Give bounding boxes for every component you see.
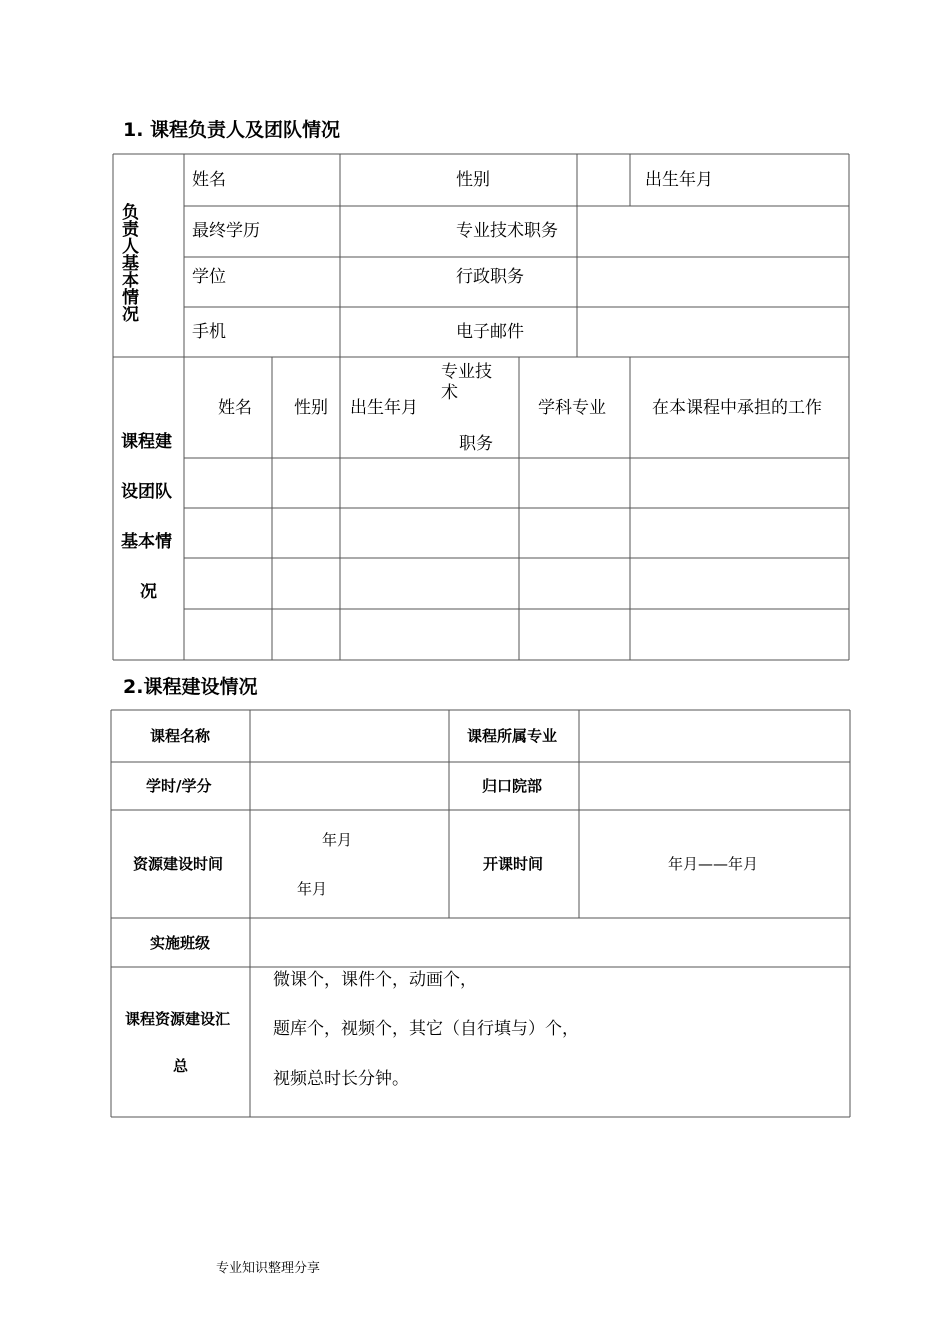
- team-header-name: 姓名: [218, 398, 252, 418]
- summary-label-line2: 总: [173, 1057, 189, 1075]
- leader-name-label: 姓名: [192, 170, 226, 190]
- section1-title: 1. 课程负责人及团队情况: [123, 119, 341, 141]
- team-header-birth: 出生年月: [350, 398, 418, 418]
- class-label: 实施班级: [150, 934, 211, 952]
- team-side-label-line1: 课程建: [121, 432, 172, 452]
- team-header-major: 学科专业: [538, 398, 606, 418]
- open-time-value: 年月——年月: [668, 855, 759, 873]
- build-time-value-end: 年月: [297, 880, 328, 898]
- leader-phone-label: 手机: [192, 322, 226, 342]
- summary-line3: 视频总时长分钟。: [273, 1069, 409, 1089]
- summary-line1: 微课个，课件个，动画个，: [273, 970, 477, 990]
- team-header-title-line2: 术: [441, 383, 458, 403]
- team-header-title-line1: 专业技: [441, 362, 492, 382]
- department-label: 归口院部: [482, 777, 543, 795]
- team-header-role: 在本课程中承担的工作: [652, 398, 822, 418]
- team-side-label-line4: 况: [140, 582, 157, 602]
- team-side-label-line2: 设团队: [121, 482, 172, 502]
- hours-credits-label: 学时/学分: [146, 777, 212, 795]
- summary-line2: 题库个，视频个，其它（自行填与）个，: [273, 1019, 579, 1039]
- team-side-label-line3: 基本情: [121, 532, 172, 552]
- course-major-label: 课程所属专业: [467, 727, 558, 745]
- section2-title: 2.课程建设情况: [123, 676, 258, 698]
- leader-birth-label: 出生年月: [645, 170, 713, 190]
- leader-degree-label: 学位: [192, 267, 226, 287]
- leader-side-label: 负责人基本情况: [118, 203, 138, 322]
- open-time-label: 开课时间: [483, 855, 544, 873]
- leader-email-label: 电子邮件: [456, 322, 524, 342]
- course-name-label: 课程名称: [150, 727, 211, 745]
- build-time-value-start: 年月: [322, 831, 353, 849]
- page-footer: 专业知识整理分享: [216, 1261, 321, 1276]
- build-time-label: 资源建设时间: [133, 855, 224, 873]
- team-header-title-line3: 职务: [459, 434, 493, 454]
- leader-gender-label: 性别: [456, 170, 490, 190]
- leader-admin-post-label: 行政职务: [456, 267, 524, 287]
- leader-title-label: 专业技术职务: [456, 221, 558, 241]
- summary-label-line1: 课程资源建设汇: [125, 1010, 231, 1028]
- leader-education-label: 最终学历: [192, 221, 260, 241]
- team-header-gender: 性别: [294, 398, 328, 418]
